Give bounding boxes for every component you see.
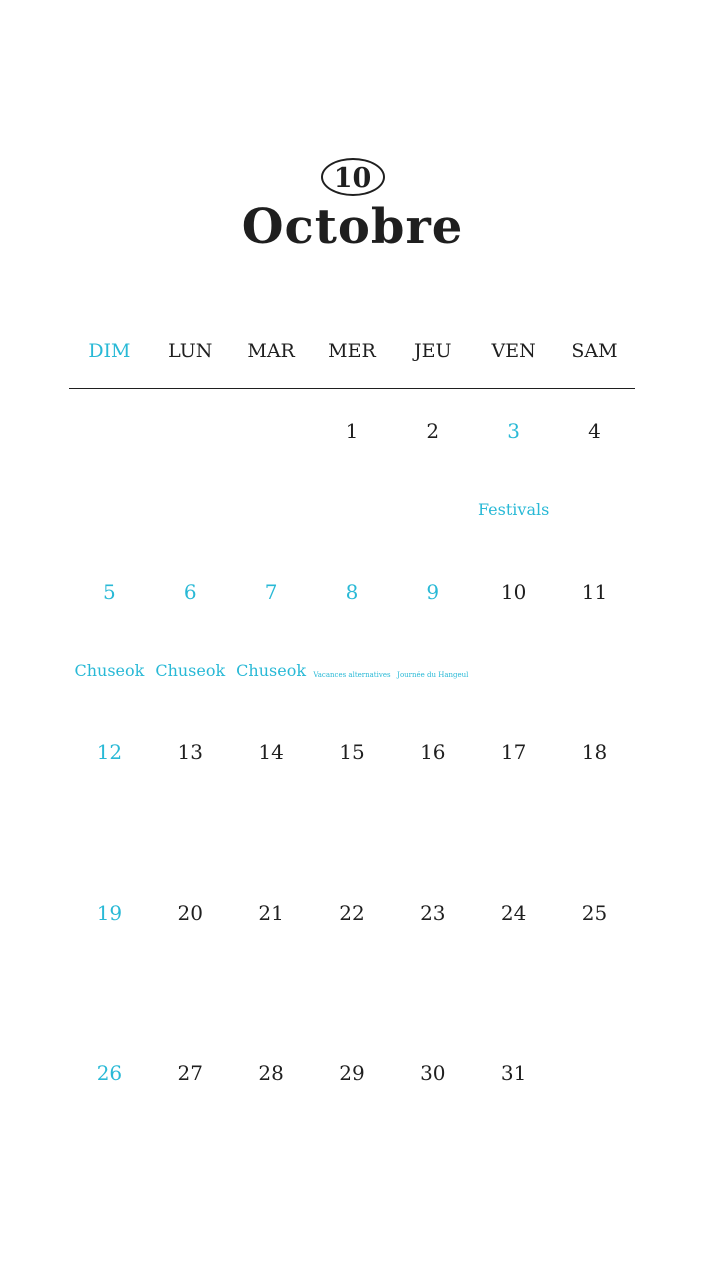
calendar-day-cell[interactable] [150, 872, 231, 1033]
day-number: 12 [96, 740, 123, 764]
event-label: Chuseok [155, 660, 226, 680]
calendar-day-cell[interactable] [150, 551, 231, 712]
day-number: 19 [96, 900, 123, 925]
day-number: 3 [507, 419, 520, 443]
calendar-header [0, 158, 705, 256]
day-number: 13 [177, 740, 203, 764]
calendar-day-cell[interactable] [473, 551, 554, 712]
calendar-day-cell[interactable] [554, 390, 635, 551]
calendar-day-cell[interactable] [312, 1032, 393, 1193]
weekday-label-wednesday: MER [328, 340, 376, 362]
calendar-day-cell[interactable] [69, 551, 150, 712]
weekday-label-monday: LUN [168, 340, 213, 362]
weekday-label-saturday: SAM [571, 340, 618, 362]
day-number: 14 [258, 740, 284, 764]
day-number: 25 [581, 900, 608, 925]
calendar-week-row [69, 1032, 635, 1193]
calendar-day-cell[interactable] [554, 872, 635, 1033]
calendar-day-cell[interactable] [312, 390, 393, 551]
calendar-day-cell[interactable] [69, 872, 150, 1033]
calendar-day-cell[interactable] [392, 711, 473, 872]
day-number: 20 [177, 900, 203, 925]
day-number: 30 [420, 1061, 446, 1085]
weekday-label-friday: VEN [491, 340, 536, 362]
day-number: 16 [420, 740, 446, 764]
calendar-day-cell[interactable] [473, 390, 554, 551]
day-number: 15 [339, 740, 365, 764]
day-number: 17 [500, 740, 527, 764]
day-number: 23 [420, 900, 446, 925]
day-number: 6 [183, 579, 197, 604]
calendar-day-cell[interactable] [473, 872, 554, 1033]
day-number: 22 [339, 900, 365, 925]
weekday-label-thursday: JEU [414, 340, 452, 362]
day-number: 1 [345, 419, 359, 443]
calendar-day-cell[interactable] [69, 711, 150, 872]
calendar-day-cell[interactable] [392, 1032, 473, 1193]
day-number: 28 [258, 1061, 284, 1085]
event-label: Vacances alternatives [313, 670, 391, 679]
day-number: 26 [96, 1061, 123, 1085]
calendar-day-cell[interactable] [231, 1032, 312, 1193]
month-number-badge: 10 [321, 158, 385, 196]
day-number: 27 [177, 1061, 203, 1085]
day-number: 29 [339, 1061, 365, 1085]
weekday-label-sunday: DIM [88, 340, 131, 362]
day-number: 9 [426, 579, 440, 604]
day-number: 5 [103, 579, 116, 604]
calendar-day-cell[interactable] [554, 711, 635, 872]
calendar-week-row [69, 551, 635, 712]
day-number: 24 [500, 900, 527, 925]
month-title: Octobre [241, 199, 464, 255]
day-number: 31 [500, 1061, 527, 1085]
calendar-day-cell[interactable] [231, 551, 312, 712]
calendar-day-cell[interactable] [554, 551, 635, 712]
event-label: Chuseok [74, 660, 145, 680]
calendar-empty-cell [554, 1032, 635, 1193]
day-number: 2 [426, 419, 440, 443]
weekday-header-row [69, 336, 635, 366]
calendar-week-row [69, 872, 635, 1033]
calendar-day-cell[interactable] [231, 711, 312, 872]
calendar-day-cell[interactable] [473, 1032, 554, 1193]
calendar-week-row [69, 711, 635, 872]
calendar-day-cell[interactable] [69, 1032, 150, 1193]
day-number: 4 [588, 419, 601, 443]
calendar-week-row [69, 390, 635, 551]
event-label: Journée du Hangeul [397, 670, 469, 679]
event-label: Festivals [477, 500, 550, 519]
header-divider [69, 388, 635, 389]
day-number: 10 [500, 579, 527, 604]
calendar-empty-cell [150, 390, 231, 551]
day-number: 11 [581, 579, 608, 604]
calendar-day-cell[interactable] [312, 711, 393, 872]
calendar-day-cell[interactable] [392, 551, 473, 712]
calendar-day-cell[interactable] [150, 1032, 231, 1193]
calendar-day-cell[interactable] [392, 872, 473, 1033]
calendar-day-cell[interactable] [312, 551, 393, 712]
calendar-day-cell[interactable] [312, 872, 393, 1033]
day-number: 18 [581, 740, 608, 764]
calendar-day-cell[interactable] [473, 711, 554, 872]
calendar-grid [69, 390, 635, 1193]
day-number: 21 [258, 900, 284, 925]
calendar-day-cell[interactable] [150, 711, 231, 872]
calendar-day-cell[interactable] [231, 872, 312, 1033]
event-label: Chuseok [236, 660, 307, 680]
day-number: 8 [345, 579, 359, 604]
calendar-day-cell[interactable] [392, 390, 473, 551]
day-number: 7 [264, 579, 278, 604]
weekday-label-tuesday: MAR [247, 340, 295, 362]
calendar-empty-cell [69, 390, 150, 551]
calendar-empty-cell [231, 390, 312, 551]
